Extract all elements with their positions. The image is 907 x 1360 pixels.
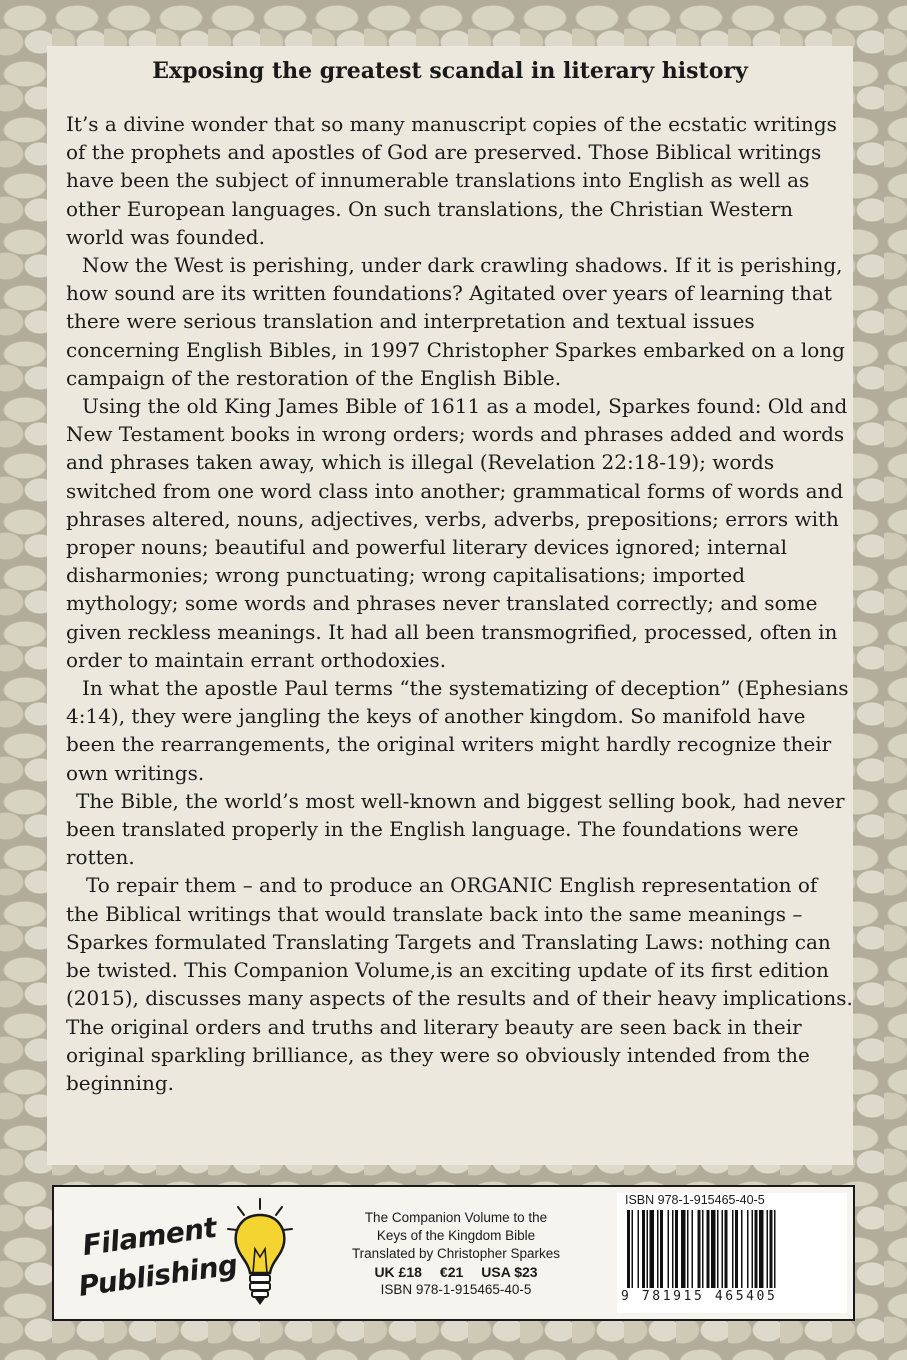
paragraph-3: Using the old King James Bible of 1611 as a model, Sparkes found: Old and New Testament books in wrong orders; words and phrases added and words and phrases taken away, which is illegal (Revelation 22:18-19); words switched from one word class into another; grammatical forms of words and phrases altered, nouns, adjectives, verbs, adverbs, prepositions; errors with proper nouns; beautiful and powerful literary devices ignored; internal disharmonies; wrong punctuating; wrong capitalisations; imported mythology; some words and phrases never translated correctly; and some given reckless meanings. It had all been transmogrified, processed, often in order to maintain errant orthodoxies.: [66, 394, 848, 672]
barcode-bar: [668, 1210, 670, 1288]
barcode-bar: [627, 1210, 630, 1288]
barcode-bar: [725, 1210, 728, 1288]
barcode-bar: [755, 1210, 758, 1288]
barcode-bar: [752, 1210, 754, 1288]
barcode-bar: [770, 1210, 773, 1288]
info-isbn: ISBN 978-1-915465-40-5: [380, 1282, 532, 1297]
info-line-2: Keys of the Kingdom Bible: [376, 1228, 536, 1243]
barcode-bar: [767, 1210, 769, 1288]
barcode-bar: [774, 1210, 776, 1288]
publisher-logo: [78, 1195, 318, 1317]
barcode-bar: [632, 1210, 634, 1288]
barcode-isbn-label: ISBN 978-1-915465-40-5: [625, 1193, 765, 1207]
barcode-bar: [681, 1210, 686, 1288]
barcode-bar: [741, 1210, 743, 1288]
price-uk: UK £18: [374, 1264, 422, 1280]
barcode-bar: [698, 1210, 701, 1288]
barcode-bar: [647, 1210, 649, 1288]
price-eu: €21: [439, 1264, 464, 1280]
logo-text-filament: Filament: [80, 1210, 219, 1263]
barcode-digits: 9 781915 465405: [621, 1289, 778, 1304]
barcode-bar: [702, 1210, 704, 1288]
barcode-bar: [717, 1210, 719, 1288]
barcode-bar: [657, 1210, 659, 1288]
barcode-bar: [638, 1210, 640, 1288]
paragraph-2: Now the West is perishing, under dark crawling shadows. If it is perishing, how sound are its written foundations? Agitated over years of learning that there were serious translation and interpretation and textual issues concerning English Bibles, in 1997 Christopher Sparkes embarked on a long campaign of the restoration of the English Bible.: [66, 253, 845, 390]
headline: Exposing the greatest scandal in literary history: [152, 58, 748, 84]
paragraph-6: To repair them – and to produce an ORGANIC English representation of the Biblical writings that would translate back into the same meanings –Sparkes formulated Translating Targets and Translating Laws: nothing can be twisted. This Companion Volume,is an exciting update of its first edition (2015), discusses many aspects of the results and of their heavy implications. The original orders and truths and literary beauty are seen back in their original sparkling brilliance, as they were so obviously intended from the beginning.: [66, 873, 853, 1095]
barcode-bar: [722, 1210, 724, 1288]
barcode-bar: [687, 1210, 689, 1288]
price-us: USA $23: [481, 1264, 538, 1280]
barcode-bar: [735, 1210, 738, 1288]
paragraph-5: The Bible, the world’s most well-known and biggest selling book, had never been translated properly in the English language. The foundations were rotten.: [66, 788, 845, 870]
barcode-bar: [747, 1210, 749, 1288]
barcode-icon: [625, 1210, 830, 1288]
paragraph-4: In what the apostle Paul terms “the systematizing of deception” (Ephesians 4:14), they were jangling the keys of another kingdom. So manifold have been the rearrangements, the original writers might hardly recognize their own writings.: [66, 676, 849, 785]
barcode-area: [617, 1193, 847, 1313]
barcode-bar: [642, 1210, 645, 1288]
price-row: [316, 1263, 596, 1281]
barcode-bar: [711, 1210, 716, 1288]
footer-box: [52, 1185, 855, 1321]
barcode-bar: [675, 1210, 678, 1288]
info-line-1: The Companion Volume to the: [364, 1210, 548, 1225]
barcode-bar: [692, 1210, 694, 1288]
barcode-bar: [650, 1210, 655, 1288]
barcode-bar: [732, 1210, 734, 1288]
book-info: [316, 1209, 596, 1299]
info-line-3: Translated by Christopher Sparkes: [351, 1246, 561, 1261]
barcode-bar: [660, 1210, 663, 1288]
lightbulb-icon: [226, 1197, 296, 1315]
blurb-body: [66, 110, 856, 1097]
barcode-bar: [707, 1210, 710, 1288]
barcode-bar: [672, 1210, 674, 1288]
logo-text-publishing: Publishing: [76, 1248, 240, 1303]
barcode-bar: [759, 1210, 764, 1288]
paragraph-1: It’s a divine wonder that so many manuscript copies of the ecstatic writings of the prophets and apostles of God are preserved. Those Biblical writings have been the subject of innumerable translations into English as well as other European languages. On such translations, the Christian Western world was founded.: [66, 112, 837, 249]
